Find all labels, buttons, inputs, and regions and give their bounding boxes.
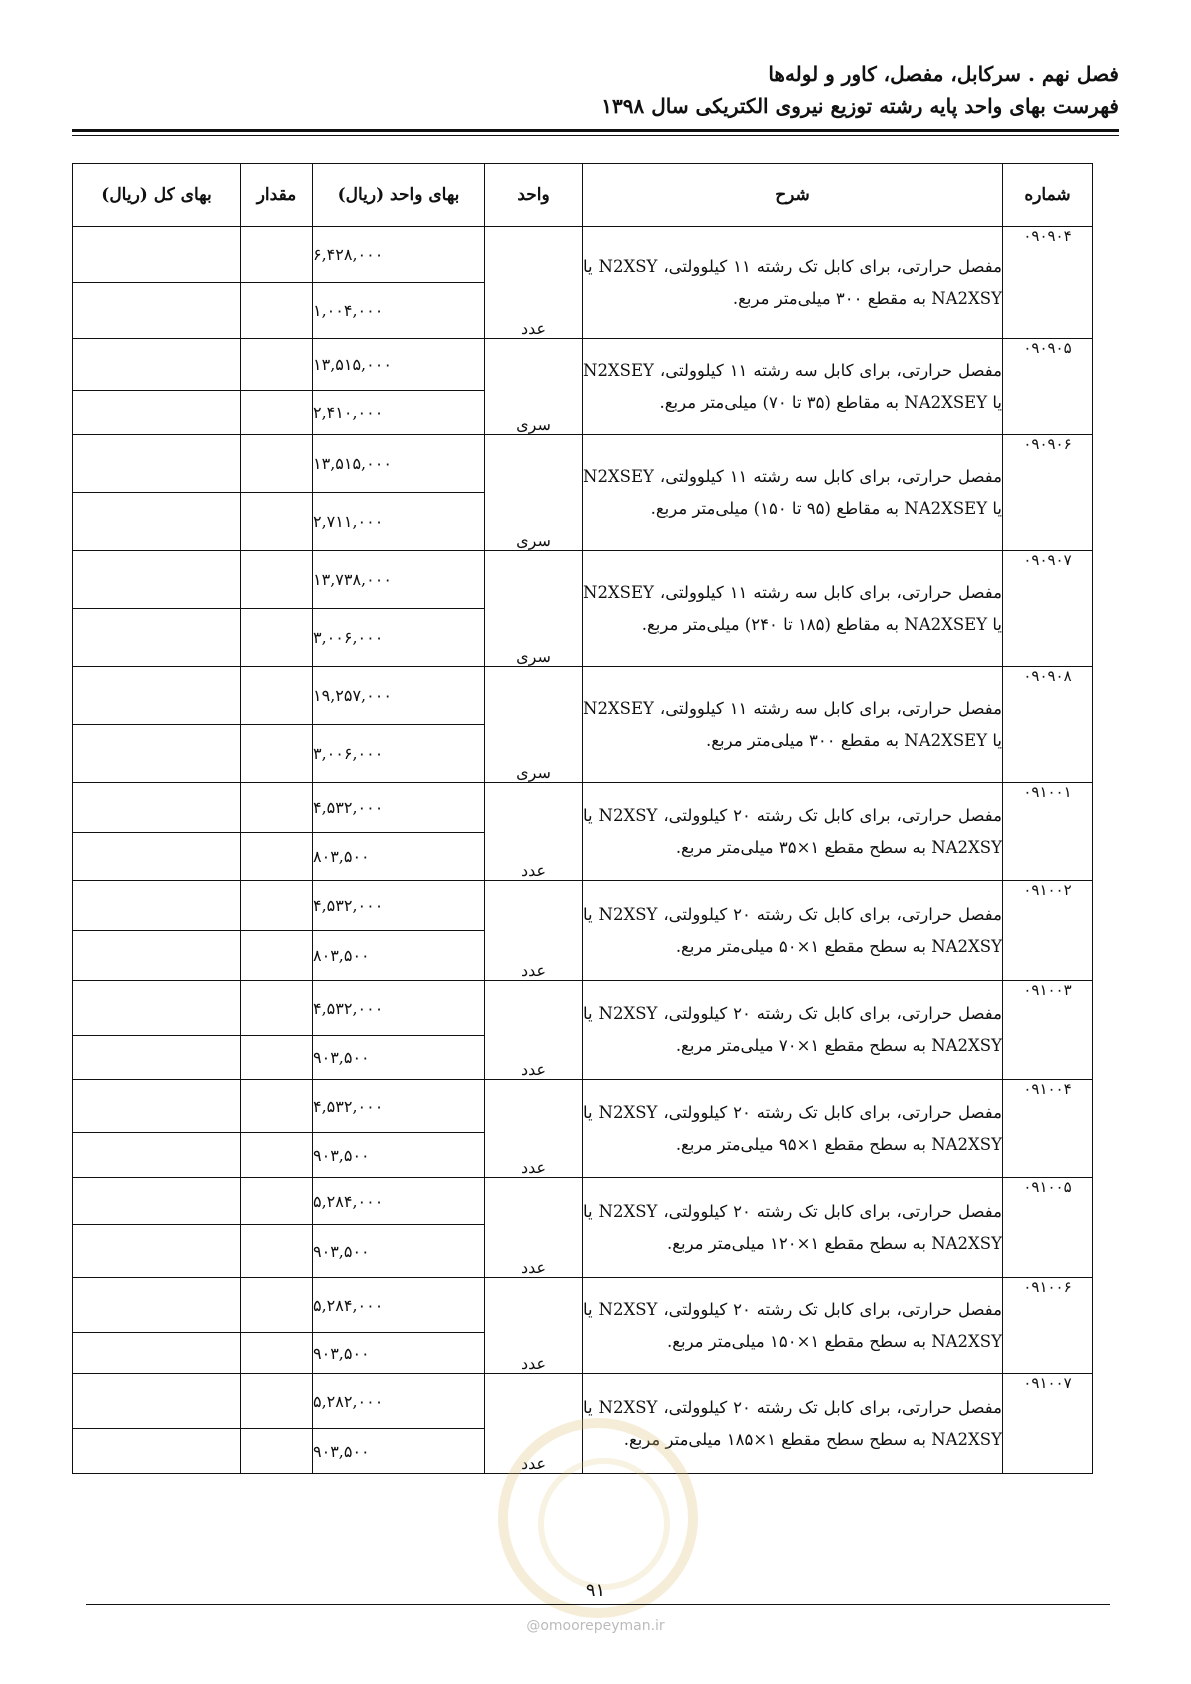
- quantity-cell: [241, 1278, 313, 1333]
- unit-price-supply: ۴,۵۳۲,۰۰۰: [313, 981, 485, 1036]
- quantity-cell: [241, 1133, 313, 1178]
- quantity-cell: [241, 833, 313, 881]
- table-row: [73, 435, 1093, 493]
- price-table: [72, 163, 1093, 1474]
- total-price-cell: [73, 1374, 241, 1429]
- quantity-cell: [241, 1225, 313, 1278]
- quantity-cell: [241, 339, 313, 391]
- quantity-cell: [241, 493, 313, 551]
- total-price-cell: [73, 1036, 241, 1080]
- total-price-cell: [73, 1178, 241, 1225]
- table-row: [73, 1178, 1093, 1225]
- unit-price-install: ۹۰۳,۵۰۰: [313, 1225, 485, 1278]
- unit-price-install: ۲,۴۱۰,۰۰۰: [313, 391, 485, 435]
- item-number: ۰۹۰۹۰۸: [1003, 667, 1093, 783]
- quantity-cell: [241, 609, 313, 667]
- total-price-cell: [73, 833, 241, 881]
- total-price-cell: [73, 609, 241, 667]
- unit-price-install: ۱,۰۰۴,۰۰۰: [313, 283, 485, 339]
- unit-price-install: ۹۰۳,۵۰۰: [313, 1133, 485, 1178]
- total-price-cell: [73, 493, 241, 551]
- table-row: [73, 227, 1093, 283]
- total-price-cell: [73, 1225, 241, 1278]
- quantity-cell: [241, 981, 313, 1036]
- table-row: [73, 667, 1093, 725]
- total-price-cell: [73, 283, 241, 339]
- item-unit: سری: [485, 551, 583, 667]
- item-description: مفصل حرارتی، برای کابل تک رشته ۲۰ کیلوولتی، N2XSY یا NA2XSY به سطح سطح مقطع ۱×۱۸۵ میلی‌متر مربع.: [583, 1374, 1003, 1474]
- item-unit: عدد: [485, 1278, 583, 1374]
- quantity-cell: [241, 1333, 313, 1374]
- quantity-cell: [241, 227, 313, 283]
- item-description: مفصل حرارتی، برای کابل تک رشته ۲۰ کیلوولتی، N2XSY یا NA2XSY به سطح مقطع ۱×۳۵ میلی‌متر مربع.: [583, 783, 1003, 881]
- header-unit-price: بهای واحد (ریال): [313, 164, 485, 227]
- quantity-cell: [241, 1374, 313, 1429]
- quantity-cell: [241, 783, 313, 833]
- item-description: مفصل حرارتی، برای کابل تک رشته ۲۰ کیلوولتی، N2XSY یا NA2XSY به سطح مقطع ۱×۹۵ میلی‌متر مربع.: [583, 1080, 1003, 1178]
- item-number: ۰۹۱۰۰۵: [1003, 1178, 1093, 1278]
- item-description: مفصل حرارتی، برای کابل تک رشته ۲۰ کیلوولتی، N2XSY یا NA2XSY به سطح مقطع ۱×۱۵۰ میلی‌متر مربع.: [583, 1278, 1003, 1374]
- total-price-cell: [73, 783, 241, 833]
- total-price-cell: [73, 1333, 241, 1374]
- table-row: [73, 551, 1093, 609]
- header-rule-thick: [72, 129, 1119, 132]
- table-row: [73, 1278, 1093, 1333]
- total-price-cell: [73, 1429, 241, 1474]
- table-row: [73, 783, 1093, 833]
- item-unit: عدد: [485, 1080, 583, 1178]
- table-row: [73, 981, 1093, 1036]
- total-price-cell: [73, 1278, 241, 1333]
- item-unit: عدد: [485, 881, 583, 981]
- total-price-cell: [73, 551, 241, 609]
- quantity-cell: [241, 1080, 313, 1133]
- table-row: [73, 1374, 1093, 1429]
- unit-price-install: ۸۰۳,۵۰۰: [313, 931, 485, 981]
- header-number: شماره: [1003, 164, 1093, 227]
- document-title: فهرست بهای واحد پایه رشته توزیع نیروی الکتریکی سال ۱۳۹۸: [601, 94, 1119, 118]
- header-total-price: بهای کل (ریال): [73, 164, 241, 227]
- item-number: ۰۹۱۰۰۶: [1003, 1278, 1093, 1374]
- unit-price-supply: ۱۳,۷۳۸,۰۰۰: [313, 551, 485, 609]
- total-price-cell: [73, 391, 241, 435]
- item-unit: عدد: [485, 227, 583, 339]
- total-price-cell: [73, 667, 241, 725]
- item-number: ۰۹۱۰۰۱: [1003, 783, 1093, 881]
- unit-price-install: ۹۰۳,۵۰۰: [313, 1429, 485, 1474]
- website-watermark: @omoorepeyman.ir: [526, 1618, 665, 1634]
- unit-price-supply: ۱۹,۲۵۷,۰۰۰: [313, 667, 485, 725]
- total-price-cell: [73, 435, 241, 493]
- header-unit: واحد: [485, 164, 583, 227]
- item-description: مفصل حرارتی، برای کابل تک رشته ۲۰ کیلوولتی، N2XSY یا NA2XSY به سطح مقطع ۱×۵۰ میلی‌متر مربع.: [583, 881, 1003, 981]
- table-row: [73, 339, 1093, 391]
- unit-price-supply: ۱۳,۵۱۵,۰۰۰: [313, 435, 485, 493]
- unit-price-supply: ۱۳,۵۱۵,۰۰۰: [313, 339, 485, 391]
- item-number: ۰۹۱۰۰۷: [1003, 1374, 1093, 1474]
- item-number: ۰۹۱۰۰۳: [1003, 981, 1093, 1080]
- total-price-cell: [73, 339, 241, 391]
- total-price-cell: [73, 1133, 241, 1178]
- item-unit: سری: [485, 435, 583, 551]
- footer-rule: [86, 1604, 1110, 1605]
- item-number: ۰۹۰۹۰۵: [1003, 339, 1093, 435]
- item-unit: سری: [485, 667, 583, 783]
- item-number: ۰۹۱۰۰۲: [1003, 881, 1093, 981]
- total-price-cell: [73, 881, 241, 931]
- quantity-cell: [241, 725, 313, 783]
- unit-price-supply: ۵,۲۸۲,۰۰۰: [313, 1374, 485, 1429]
- unit-price-supply: ۴,۵۳۲,۰۰۰: [313, 1080, 485, 1133]
- quantity-cell: [241, 435, 313, 493]
- item-number: ۰۹۰۹۰۶: [1003, 435, 1093, 551]
- header-quantity: مقدار: [241, 164, 313, 227]
- header-rule-thin: [72, 135, 1119, 136]
- page-number: ۹۱: [585, 1580, 606, 1601]
- total-price-cell: [73, 227, 241, 283]
- quantity-cell: [241, 551, 313, 609]
- unit-price-supply: ۴,۵۳۲,۰۰۰: [313, 881, 485, 931]
- item-description: مفصل حرارتی، برای کابل سه رشته ۱۱ کیلوولتی، N2XSEY یا NA2XSEY به مقاطع (۳۵ تا ۷۰) میلی‌متر مربع.: [583, 339, 1003, 435]
- item-description: مفصل حرارتی، برای کابل سه رشته ۱۱ کیلوولتی، N2XSEY یا NA2XSEY به مقاطع (۱۸۵ تا ۲۴۰) میلی‌متر مربع.: [583, 551, 1003, 667]
- quantity-cell: [241, 667, 313, 725]
- table-row: [73, 1080, 1093, 1133]
- total-price-cell: [73, 1080, 241, 1133]
- unit-price-supply: ۴,۵۳۲,۰۰۰: [313, 783, 485, 833]
- unit-price-install: ۸۰۳,۵۰۰: [313, 833, 485, 881]
- quantity-cell: [241, 1429, 313, 1474]
- item-number: ۰۹۰۹۰۷: [1003, 551, 1093, 667]
- item-unit: عدد: [485, 1374, 583, 1474]
- unit-price-install: ۹۰۳,۵۰۰: [313, 1333, 485, 1374]
- unit-price-install: ۳,۰۰۶,۰۰۰: [313, 725, 485, 783]
- item-unit: عدد: [485, 1178, 583, 1278]
- unit-price-install: ۹۰۳,۵۰۰: [313, 1036, 485, 1080]
- quantity-cell: [241, 931, 313, 981]
- header-description: شرح: [583, 164, 1003, 227]
- item-unit: سری: [485, 339, 583, 435]
- item-description: مفصل حرارتی، برای کابل سه رشته ۱۱ کیلوولتی، N2XSEY یا NA2XSEY به مقاطع (۹۵ تا ۱۵۰) میلی‌متر مربع.: [583, 435, 1003, 551]
- item-description: مفصل حرارتی، برای کابل تک رشته ۱۱ کیلوولتی، N2XSY یا NA2XSY به مقطع ۳۰۰ میلی‌متر مربع.: [583, 227, 1003, 339]
- item-description: مفصل حرارتی، برای کابل سه رشته ۱۱ کیلوولتی، N2XSEY یا NA2XSEY به مقطع ۳۰۰ میلی‌متر مربع.: [583, 667, 1003, 783]
- quantity-cell: [241, 391, 313, 435]
- total-price-cell: [73, 931, 241, 981]
- quantity-cell: [241, 1036, 313, 1080]
- table-row: [73, 881, 1093, 931]
- item-description: مفصل حرارتی، برای کابل تک رشته ۲۰ کیلوولتی، N2XSY یا NA2XSY به سطح مقطع ۱×۱۲۰ میلی‌متر مربع.: [583, 1178, 1003, 1278]
- item-unit: عدد: [485, 783, 583, 881]
- unit-price-supply: ۵,۲۸۴,۰۰۰: [313, 1278, 485, 1333]
- total-price-cell: [73, 725, 241, 783]
- table-header-row: [73, 164, 1093, 227]
- item-description: مفصل حرارتی، برای کابل تک رشته ۲۰ کیلوولتی، N2XSY یا NA2XSY به سطح مقطع ۱×۷۰ میلی‌متر مربع.: [583, 981, 1003, 1080]
- item-number: ۰۹۰۹۰۴: [1003, 227, 1093, 339]
- unit-price-supply: ۶,۴۲۸,۰۰۰: [313, 227, 485, 283]
- quantity-cell: [241, 1178, 313, 1225]
- unit-price-install: ۲,۷۱۱,۰۰۰: [313, 493, 485, 551]
- item-unit: عدد: [485, 981, 583, 1080]
- chapter-title: فصل نهم . سرکابل، مفصل، کاور و لوله‌ها: [768, 62, 1119, 86]
- quantity-cell: [241, 881, 313, 931]
- total-price-cell: [73, 981, 241, 1036]
- unit-price-install: ۳,۰۰۶,۰۰۰: [313, 609, 485, 667]
- unit-price-supply: ۵,۲۸۴,۰۰۰: [313, 1178, 485, 1225]
- page-header: [601, 58, 1119, 122]
- item-number: ۰۹۱۰۰۴: [1003, 1080, 1093, 1178]
- quantity-cell: [241, 283, 313, 339]
